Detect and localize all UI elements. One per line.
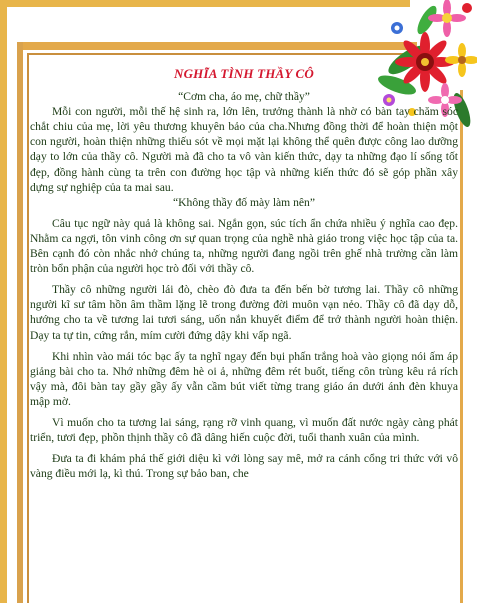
paragraph-6: Đưa ta đi khám phá thế giới diệu kì với lòng say mê, mở ra cánh cổng tri thức với vô vàng điều mới lạ, kì thú. Trong sự bảo ban, che bbox=[30, 452, 458, 481]
paragraph-5: Vì muốn cho ta tương lai sáng, rạng rỡ vinh quang, vì muốn đất nước ngày càng phát triển, tươi đẹp, phồn thịnh thầy cô đã dâng hiến cuộc đời, tuổi thanh xuân của mình. bbox=[30, 415, 458, 445]
paragraph-4: Khi nhìn vào mái tóc bạc ấy ta nghĩ ngay đến bụi phấn trắng hoà vào giọng nói ấm áp giảng bài cho ta. Nhớ những đêm hè oi ả, những đêm rét buốt, tiếng côn trùng kêu rả rích vậy mà, đôi bàn tay gầy gầy ấy vẫn cầm bút viết từng trang giáo án dưới ánh đèn khuya mập mờ. bbox=[30, 349, 458, 408]
proverb-quote-1: “Cơm cha, áo mẹ, chữ thầy” bbox=[178, 90, 310, 104]
paragraph-1: Mỗi con người, mỗi thế hệ sinh ra, lớn lên, trưởng thành là nhờ có bàn tay chăm sóc chắt chiu của mẹ, lời yêu thương khuyên bảo của cha.Nhưng đồng thời để hoàn thiện một con người, hoàn thiện những thiếu sót về mọi mặt lại không thể quên được công lao dưỡng dạy to lớn của thầy cô. Người mà đã cho ta vô vàn kiến thức, dạy ta những đạo lí sống tốt đẹp, đồng hành cùng ta trên con đường học tập và những kiến thức đó sẽ góp phần xây dựng sự nghiệp của ta mai sau. bbox=[30, 105, 458, 194]
article-title: NGHĨA TÌNH THẦY CÔ bbox=[174, 66, 314, 81]
frame-line-top bbox=[28, 53, 416, 55]
frame-bar-top-outer bbox=[0, 0, 410, 7]
frame-bar-left-outer bbox=[0, 0, 7, 603]
paragraph-2: Câu tục ngữ này quả là không sai. Ngắn gọn, súc tích ẩn chứa nhiều ý nghĩa cao đẹp. Nhằm ca ngợi, tôn vinh công ơn sự quan trọng của nghề nhà giáo trong việc học tập của ta. Bên cạnh đó còn nhắc nhở chúng ta, những người đang ngồi trên ghế nhà trường cần làm tròn bổn phận của người học trò đối với thầy cô. bbox=[30, 216, 458, 276]
frame-bar-top-inner bbox=[22, 42, 417, 50]
frame-bar-right bbox=[460, 90, 463, 603]
frame-line-left bbox=[27, 53, 29, 603]
paragraph-3: Thầy cô những người lái đò, chèo đò đưa ta đến bến bờ tương lai. Thầy cô những người kĩ sư tâm hồn âm thầm lặng lẽ trong đường đời muôn vạn nẻo. Thầy cô đã dạy dỗ, hướng cho ta về tương lai tươi sáng, uốn nắn khuyết điểm để trở thành người hoàn thiện. Dạy ta tự tin, cứng rắn, mím cười đứng dậy khi vấp ngã. bbox=[30, 283, 458, 342]
frame-bar-left-inner bbox=[17, 42, 23, 603]
article bbox=[30, 66, 458, 487]
proverb-quote-2: “Không thầy đố mày làm nên” bbox=[173, 195, 315, 209]
